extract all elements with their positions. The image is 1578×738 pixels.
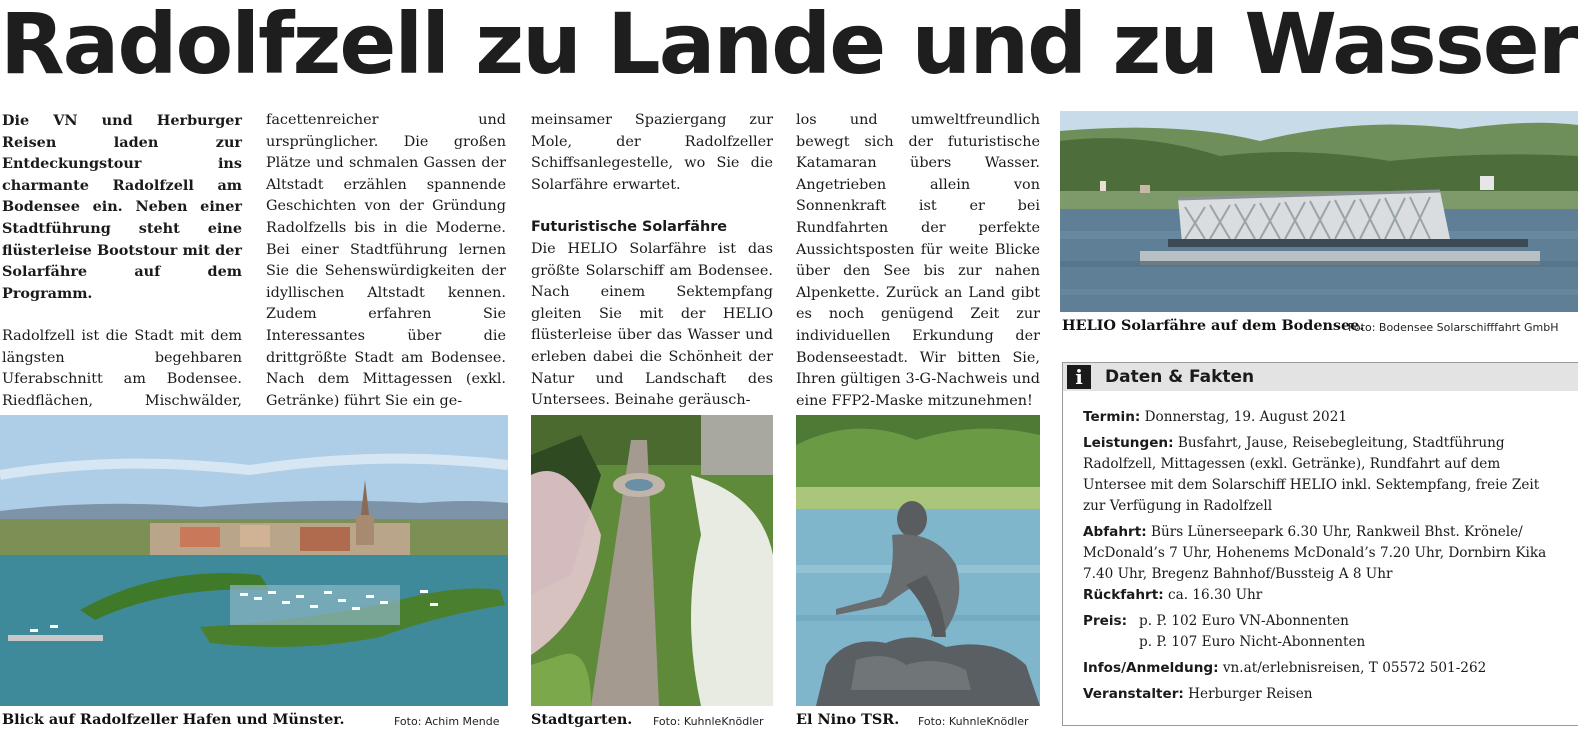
- fact-leistungen: [1083, 433, 1559, 517]
- body-paragraph: los und umweltfreundlich bewegt sich der futuristische Katamaran übers Wasser. Angetrieben allein von Sonnenkraft ist er bei Rundfahrten der perfekte Aussichtsposten für weite Blicke über den See bis zur nahen Alpenkette. Zurück an Land gibt es noch genügend Zeit zur individuellen Erkundung der Bodenseestadt. Wir bitten Sie, Ihren gültigen 3-G-Nachweis und eine FFP2-Maske mitzunehmen!: [796, 112, 1040, 409]
- statue-photo-caption: El Nino TSR.: [796, 711, 900, 728]
- fact-preis: [1083, 611, 1559, 653]
- fact-label: Leistungen:: [1083, 435, 1174, 451]
- fact-infos: [1083, 658, 1559, 679]
- fact-value: ca. 16.30 Uhr: [1167, 587, 1263, 603]
- fact-termin: [1083, 407, 1559, 428]
- headline: Radolfzell zu Lande und zu Wasser: [0, 0, 1578, 93]
- fact-label: Preis:: [1083, 613, 1128, 629]
- fact-value: vn.at/erlebnisreisen, T 05572 501-262: [1222, 660, 1487, 676]
- article-column-3: [531, 110, 773, 409]
- info-icon: i: [1067, 365, 1091, 389]
- harbor-photo: [0, 415, 508, 706]
- fact-label: Abfahrt:: [1083, 524, 1147, 540]
- price-line: p. P. 107 Euro Nicht-Abonnenten: [1139, 634, 1366, 650]
- fact-rueckfahrt: [1083, 585, 1559, 606]
- article-column-2: [266, 110, 506, 409]
- helio-photo-credit: Foto: Bodensee Solarschifffahrt GmbH: [1348, 321, 1559, 334]
- subheading: Futuristische Solarfähre: [531, 219, 728, 236]
- body-paragraph: Radolfzell ist die Stadt mit dem längsten begehbaren Uferabschnitt am Bodensee. Riedflächen, Mischwälder,: [2, 327, 242, 409]
- harbor-photo-credit: Foto: Achim Mende: [394, 715, 500, 728]
- statue-photo: [796, 415, 1040, 706]
- body-paragraph: facettenreicher und ursprünglicher. Die großen Plätze und schmalen Gassen der Altstadt erzählen spannende Geschichten von der Gründung Radolfzells bis in die Moderne. Bei einer Stadtführung lernen Sie die Sehenswürdigkeiten der idyllischen Altstadt kennen. Zudem erfahren Sie Interessantes über die drittgrößte Stadt am Bodensee. Nach dem Mittagessen (exkl. Getränke) führt Sie ein ge-: [266, 112, 506, 409]
- fact-veranstalter: [1083, 684, 1559, 705]
- harbor-photo-caption: Blick auf Radolfzeller Hafen und Münster.: [2, 711, 345, 728]
- fact-value: Busfahrt, Jause, Reisebegleitung, Stadtführung Radolfzell, Mittagessen (exkl. Getränke), Rundfahrt auf dem Untersee mit dem Solarschiff HELIO inkl. Sektempfang, freie Zeit zur Verfügung in Radolfzell: [1083, 435, 1540, 514]
- fact-value: Donnerstag, 19. August 2021: [1144, 409, 1348, 425]
- fact-value: Herburger Reisen: [1188, 686, 1313, 702]
- fact-value: Bürs Lünerseepark 6.30 Uhr, Rankweil Bhst. Krönele/ McDonald’s 7 Uhr, Hohenems McDonald’s 7.20 Uhr, Dornbirn Kika 7.40 Uhr, Bregenz Bahnhof/Bussteig A 8 Uhr: [1083, 524, 1547, 582]
- price-line: p. P. 102 Euro VN-Abonnenten: [1139, 613, 1349, 629]
- helio-ferry-photo: [1060, 111, 1578, 312]
- statue-photo-credit: Foto: KuhnleKnödler: [918, 715, 1029, 728]
- article-column-1: [2, 110, 242, 409]
- facts-title: Daten & Fakten: [1105, 367, 1255, 387]
- fact-value: [1139, 611, 1365, 653]
- fact-label: Rückfahrt:: [1083, 587, 1164, 603]
- garden-photo-caption: Stadtgarten.: [531, 711, 633, 728]
- facts-box: [1062, 362, 1578, 726]
- body-paragraph: meinsamer Spaziergang zur Mole, der Radolfzeller Schiffsanlegestelle, wo Sie die Solarfähre erwartet.: [531, 112, 773, 193]
- fact-label: Termin:: [1083, 409, 1141, 425]
- body-paragraph: Die HELIO Solarfähre ist das größte Solarschiff am Bodensee. Nach einem Sektempfang gleiten Sie mit der HELIO flüsterleise über das Wasser und erleben dabei die Schönheit der Natur und Landschaft des Untersees. Beinahe geräusch-: [531, 240, 773, 409]
- facts-body: [1083, 407, 1559, 710]
- fact-abfahrt: [1083, 522, 1559, 585]
- article-column-4: [796, 110, 1040, 409]
- facts-header: [1063, 363, 1578, 391]
- garden-photo: [531, 415, 773, 706]
- garden-photo-credit: Foto: KuhnleKnödler: [653, 715, 764, 728]
- helio-photo-caption: HELIO Solarfähre auf dem Bodensee.: [1062, 317, 1365, 334]
- lead-paragraph: Die VN und Herburger Reisen laden zur Entdeckungstour ins charmante Radolfzell am Bodensee ein. Neben einer Stadtführung steht eine flüsterleise Bootstour mit der Solarfähre auf dem Programm.: [2, 112, 242, 302]
- fact-label: Veranstalter:: [1083, 686, 1184, 702]
- fact-label: Infos/Anmeldung:: [1083, 660, 1219, 676]
